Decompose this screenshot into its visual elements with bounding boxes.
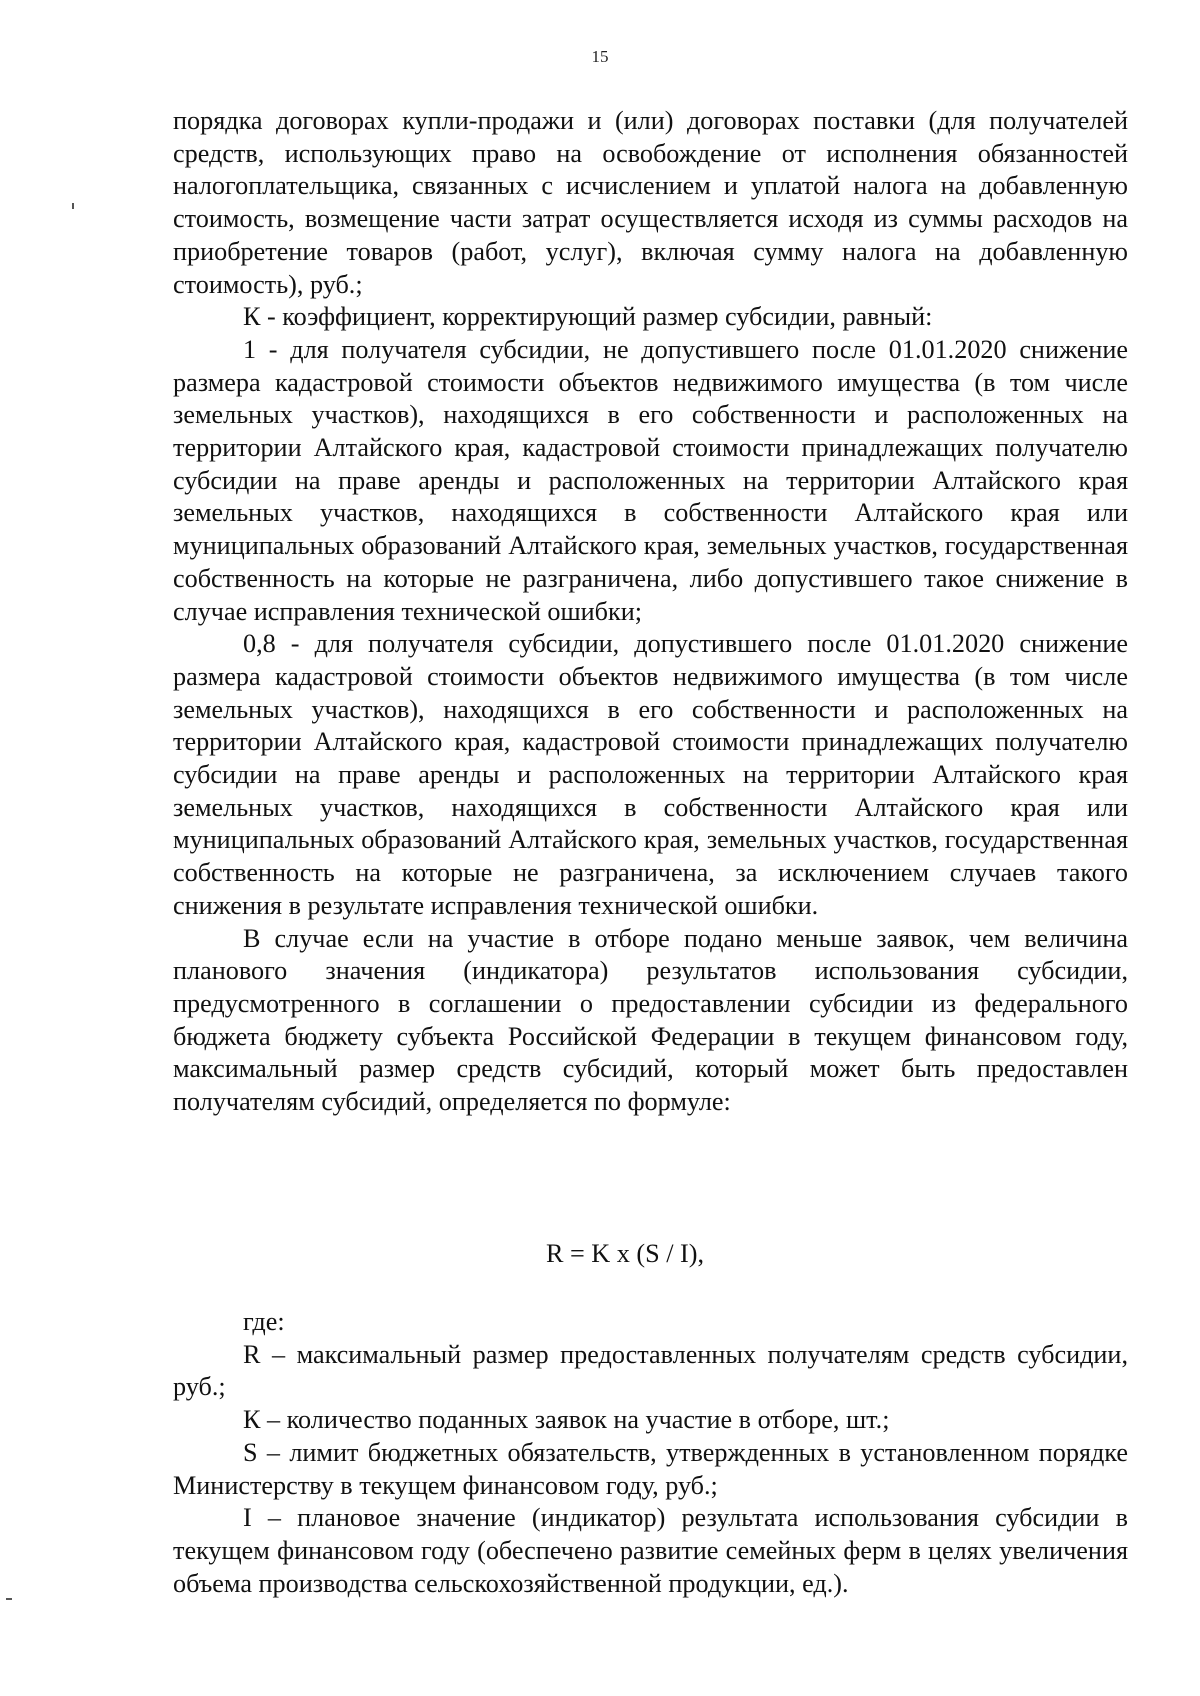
- paragraph-coefficient-intro: К - коэффициент, корректирующий размер субсидии, равный:: [243, 302, 933, 332]
- formula-definitions: [173, 1306, 1128, 1600]
- definition-i: I – плановое значение (индикатор) результата использования субсидии в текущем финансовом году (обеспечено развитие семейных ферм в целях увеличения объема производства сельскохозяйственной продукции, ед.).: [173, 1503, 1128, 1598]
- paragraph-continued: порядка договорах купли-продажи и (или) договорах поставки (для получателей средств, использующих право на освобождение от исполнения обязанностей налогоплательщика, связанных с исчислением и уплатой налога на добавленную стоимость, возмещение части затрат осуществляется исходя из суммы расходов на приобретение товаров (работ, услуг), включая сумму налога на добавленную стоимость), руб.;: [173, 106, 1128, 299]
- document-body: [173, 105, 1128, 1119]
- scan-artifact-mark: [72, 203, 74, 209]
- paragraph-coefficient-0-8: 0,8 - для получателя субсидии, допустившего после 01.01.2020 снижение размера кадастровой стоимости объектов недвижимого имущества (в том числе земельных участков), находящихся в его собственности и расположенных на территории Алтайского края, кадастровой стоимости принадлежащих получателю субсидии на праве аренды и расположенных на территории Алтайского края земельных участков, находящихся в собственности Алтайского края или муниципальных образований Алтайского края, земельных участков, государственная собственность на которые не разграничена, за исключением случаев такого снижения в результате исправления технической ошибки.: [173, 629, 1128, 920]
- page-number: 15: [591, 47, 609, 66]
- formula: R = K x (S / I),: [545, 1239, 705, 1268]
- paragraph-coefficient-1: 1 - для получателя субсидии, не допустившего после 01.01.2020 снижение размера кадастровой стоимости объектов недвижимого имущества (в том числе земельных участков), находящихся в его собственности и расположенных на территории Алтайского края, кадастровой стоимости принадлежащих получателю субсидии на праве аренды и расположенных на территории Алтайского края земельных участков, находящихся в собственности Алтайского края или муниципальных образований Алтайского края, земельных участков, государственная собственность на которые не разграничена, либо допустившего такое снижение в случае исправления технической ошибки;: [173, 334, 1128, 626]
- definitions-intro: где:: [243, 1307, 285, 1336]
- definition-k: К – количество поданных заявок на участие в отборе, шт.;: [243, 1405, 890, 1435]
- paragraph-selection-case: В случае если на участие в отборе подано меньше заявок, чем величина планового значения (индикатора) результатов использования субсидии, предусмотренного в соглашении о предоставлении субсидии из федерального бюджета бюджету субъекта Российской Федерации в текущем финансовом году, максимальный размер средств субсидий, который может быть предоставлен получателям субсидий, определяется по формуле:: [173, 923, 1128, 1117]
- scan-artifact-mark: [6, 1598, 12, 1600]
- definition-s: S – лимит бюджетных обязательств, утвержденных в установленном порядке Министерству в текущем финансовом году, руб.;: [173, 1437, 1128, 1500]
- definition-r: R – максимальный размер предоставленных получателям средств субсидии, руб.;: [173, 1339, 1128, 1402]
